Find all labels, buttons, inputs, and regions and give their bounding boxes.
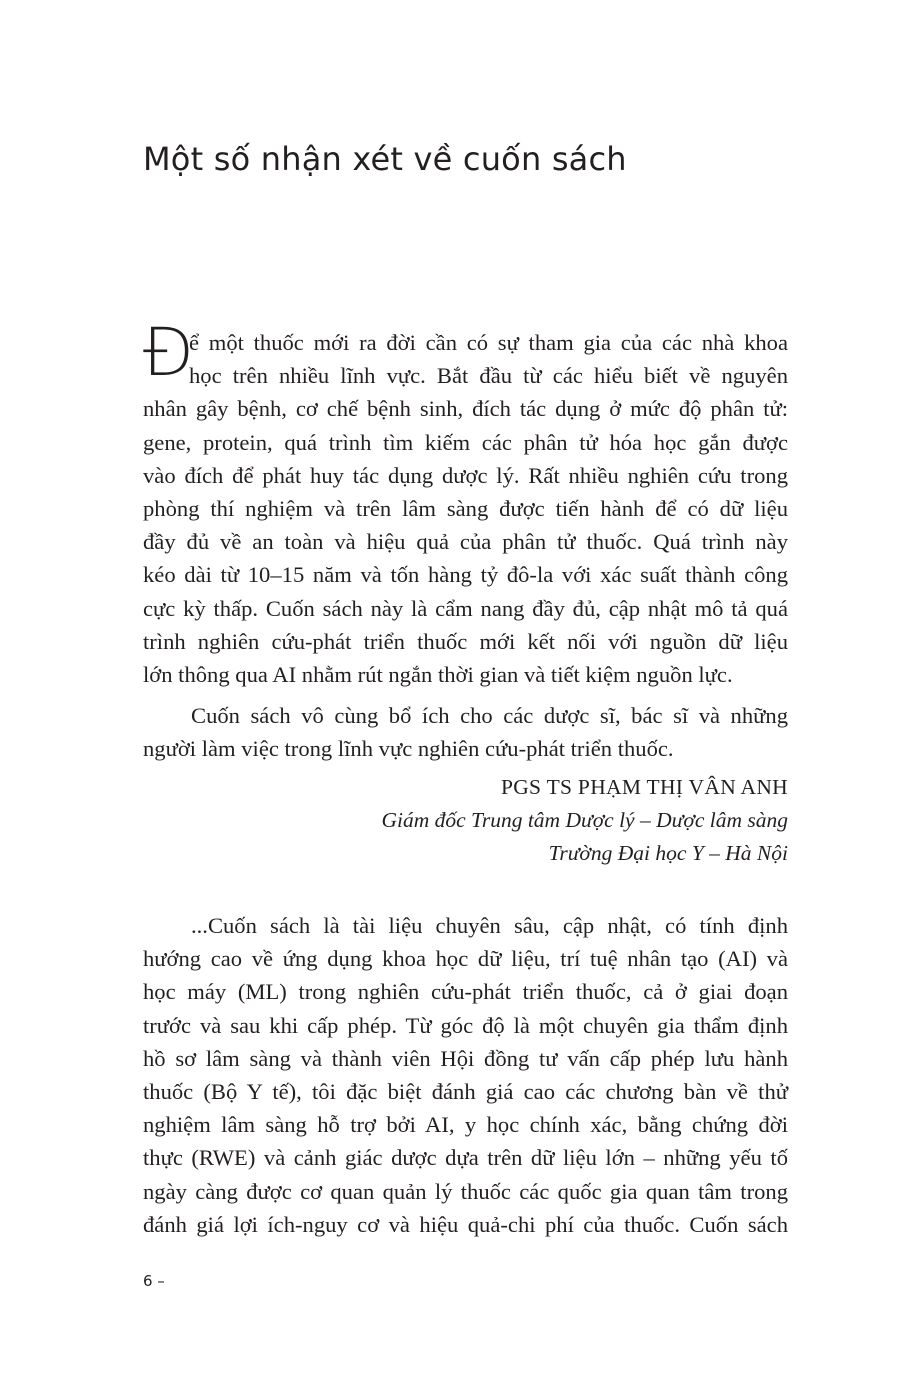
text-line: Cuốn sách vô cùng bổ ích cho các dược sĩ, bác sĩ và những [191,703,788,728]
text-line: ể một thuốc mới ra đời cần có sự tham gia của các nhà khoa [189,330,788,355]
text-line: thuốc (Bộ Y tế), tôi đặc biệt đánh giá cao các chương bàn về thử [143,1078,788,1104]
text-line: đánh giá lợi ích-nguy cơ và hiệu quả-chi phí của thuốc. Cuốn sách [143,1211,788,1237]
text-line: học máy (ML) trong nghiên cứu-phát triển thuốc, cả ở giai đoạn [143,979,788,1005]
text-line: vào đích để phát huy tác dụng dược lý. Rất nhiều nghiên cứu trong [143,462,788,488]
text-line: trước và sau khi cấp phép. Từ góc độ là một chuyên gia thẩm định [143,1012,788,1038]
text-line: nghiệm lâm sàng hỗ trợ bởi AI, y học chính xác, bằng chứng đời [143,1112,788,1138]
review-1-paragraph-1 [143,326,788,691]
text-line: lớn thông qua AI nhằm rút ngắn thời gian và tiết kiệm nguồn lực. [143,661,733,687]
text-line: học trên nhiều lĩnh vực. Bắt đầu từ các hiểu biết về nguyên [189,363,788,389]
text-line: người làm việc trong lĩnh vực nghiên cứu-phát triển thuốc. [143,736,674,762]
text-line: nhân gây bệnh, cơ chế bệnh sinh, đích tác dụng ở mức độ phân tử: [143,396,788,422]
text-line: ...Cuốn sách là tài liệu chuyên sâu, cập nhật, có tính định [191,913,788,938]
text-line: trình nghiên cứu-phát triển thuốc mới kết nối với nguồn dữ liệu [143,628,788,654]
text-line: hồ sơ lâm sàng và thành viên Hội đồng tư vấn cấp phép lưu hành [143,1045,788,1071]
drop-cap: Đ [143,314,195,391]
page-number: 6 – [143,1272,165,1290]
review-1-paragraph-2 [143,699,788,765]
text-line: ngày càng được cơ quan quản lý thuốc các quốc gia quan tâm trong [143,1178,788,1204]
text-line: thực (RWE) và cảnh giác dược dựa trên dữ liệu lớn – những yếu tố [143,1145,788,1171]
reviewer-organization: Trường Đại học Y – Hà Nội [548,841,788,865]
text-line: hướng cao về ứng dụng khoa học dữ liệu, trí tuệ nhân tạo (AI) và [143,946,788,972]
review-2-paragraph [143,909,788,1241]
text-line: đầy đủ về an toàn và hiệu quả của phân tử thuốc. Quá trình này [143,529,788,555]
reviewer-name: PGS TS PHẠM THỊ VÂN ANH [500,775,788,799]
text-line: cực kỳ thấp. Cuốn sách này là cẩm nang đầy đủ, cập nhật mô tả quá [143,595,788,621]
reviewer-role: Giám đốc Trung tâm Dược lý – Dược lâm sàng [381,808,788,832]
text-line: gene, protein, quá trình tìm kiếm các phân tử hóa học gắn được [143,429,788,455]
section-heading: Một số nhận xét về cuốn sách [143,140,627,178]
text-line: phòng thí nghiệm và trên lâm sàng được tiến hành để có dữ liệu [143,495,788,521]
text-line: kéo dài từ 10–15 năm và tốn hàng tỷ đô-la với xác suất thành công [143,562,788,588]
